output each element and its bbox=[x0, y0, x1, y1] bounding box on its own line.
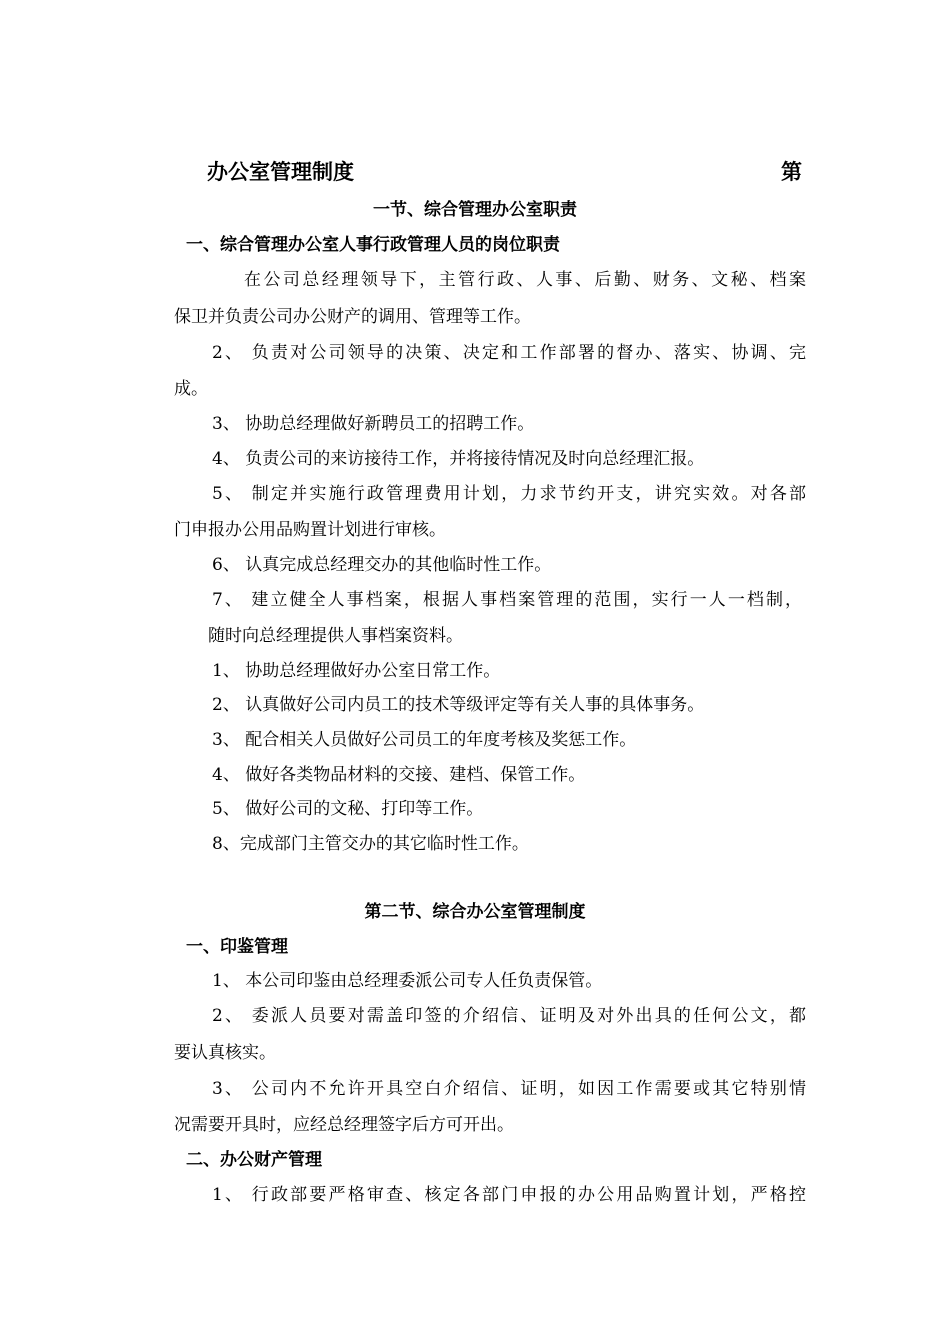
list-item: 3、 配合相关人员做好公司员工的年度考核及奖惩工作。 bbox=[212, 730, 637, 750]
paragraph-line: 成。 bbox=[174, 379, 208, 399]
list-item: 1、 协助总经理做好办公室日常工作。 bbox=[212, 661, 501, 681]
list-item: 8、完成部门主管交办的其它临时性工作。 bbox=[212, 834, 529, 854]
list-item: 6、 认真完成总经理交办的其他临时性工作。 bbox=[212, 555, 552, 575]
paragraph-line: 保卫并负责公司办公财产的调用、管理等工作。 bbox=[174, 307, 531, 327]
section-1-heading: 一节、综合管理办公室职责 bbox=[373, 200, 577, 220]
list-item: 2、 负责对公司领导的决策、决定和工作部署的督办、落实、协调、完 bbox=[212, 343, 806, 363]
list-item: 2、 委派人员要对需盖印签的介绍信、证明及对外出具的任何公文，都 bbox=[212, 1006, 806, 1026]
list-item: 2、 认真做好公司内员工的技术等级评定等有关人事的具体事务。 bbox=[212, 695, 705, 715]
section-2-heading: 第二节、综合办公室管理制度 bbox=[364, 902, 586, 922]
list-item: 1、 本公司印鉴由总经理委派公司专人任负责保管。 bbox=[212, 971, 603, 991]
list-item: 5、 做好公司的文秘、打印等工作。 bbox=[212, 799, 484, 819]
list-item: 3、 协助总经理做好新聘员工的招聘工作。 bbox=[212, 414, 535, 434]
subsection-3-heading: 二、办公财产管理 bbox=[186, 1150, 322, 1170]
list-item: 5、 制定并实施行政管理费用计划，力求节约开支，讲究实效。对各部 bbox=[212, 484, 806, 504]
list-item: 7、 建立健全人事档案，根据人事档案管理的范围，实行一人一档制， bbox=[212, 590, 802, 610]
document-title: 办公室管理制度 bbox=[207, 160, 354, 184]
paragraph-line: 随时向总经理提供人事档案资料。 bbox=[208, 626, 463, 646]
paragraph-line: 况需要开具时，应经总经理签字后方可开出。 bbox=[174, 1115, 514, 1135]
paragraph-line: 在公司总经理领导下，主管行政、人事、后勤、财务、文秘、档案 bbox=[244, 270, 806, 290]
list-item: 4、 负责公司的来访接待工作，并将接待情况及时向总经理汇报。 bbox=[212, 449, 705, 469]
document-title-trailing-char: 第 bbox=[781, 160, 802, 184]
subsection-2-heading: 一、印鉴管理 bbox=[186, 937, 288, 957]
list-item: 4、 做好各类物品材料的交接、建档、保管工作。 bbox=[212, 765, 586, 785]
document-title-row bbox=[207, 156, 802, 188]
paragraph-line: 要认真核实。 bbox=[174, 1043, 276, 1063]
subsection-1-heading: 一、综合管理办公室人事行政管理人员的岗位职责 bbox=[186, 235, 560, 255]
paragraph-line: 门申报办公用品购置计划进行审核。 bbox=[174, 520, 446, 540]
list-item: 1、 行政部要严格审查、核定各部门申报的办公用品购置计划，严格控 bbox=[212, 1185, 806, 1205]
list-item: 3、 公司内不允许开具空白介绍信、证明，如因工作需要或其它特别情 bbox=[212, 1079, 806, 1099]
